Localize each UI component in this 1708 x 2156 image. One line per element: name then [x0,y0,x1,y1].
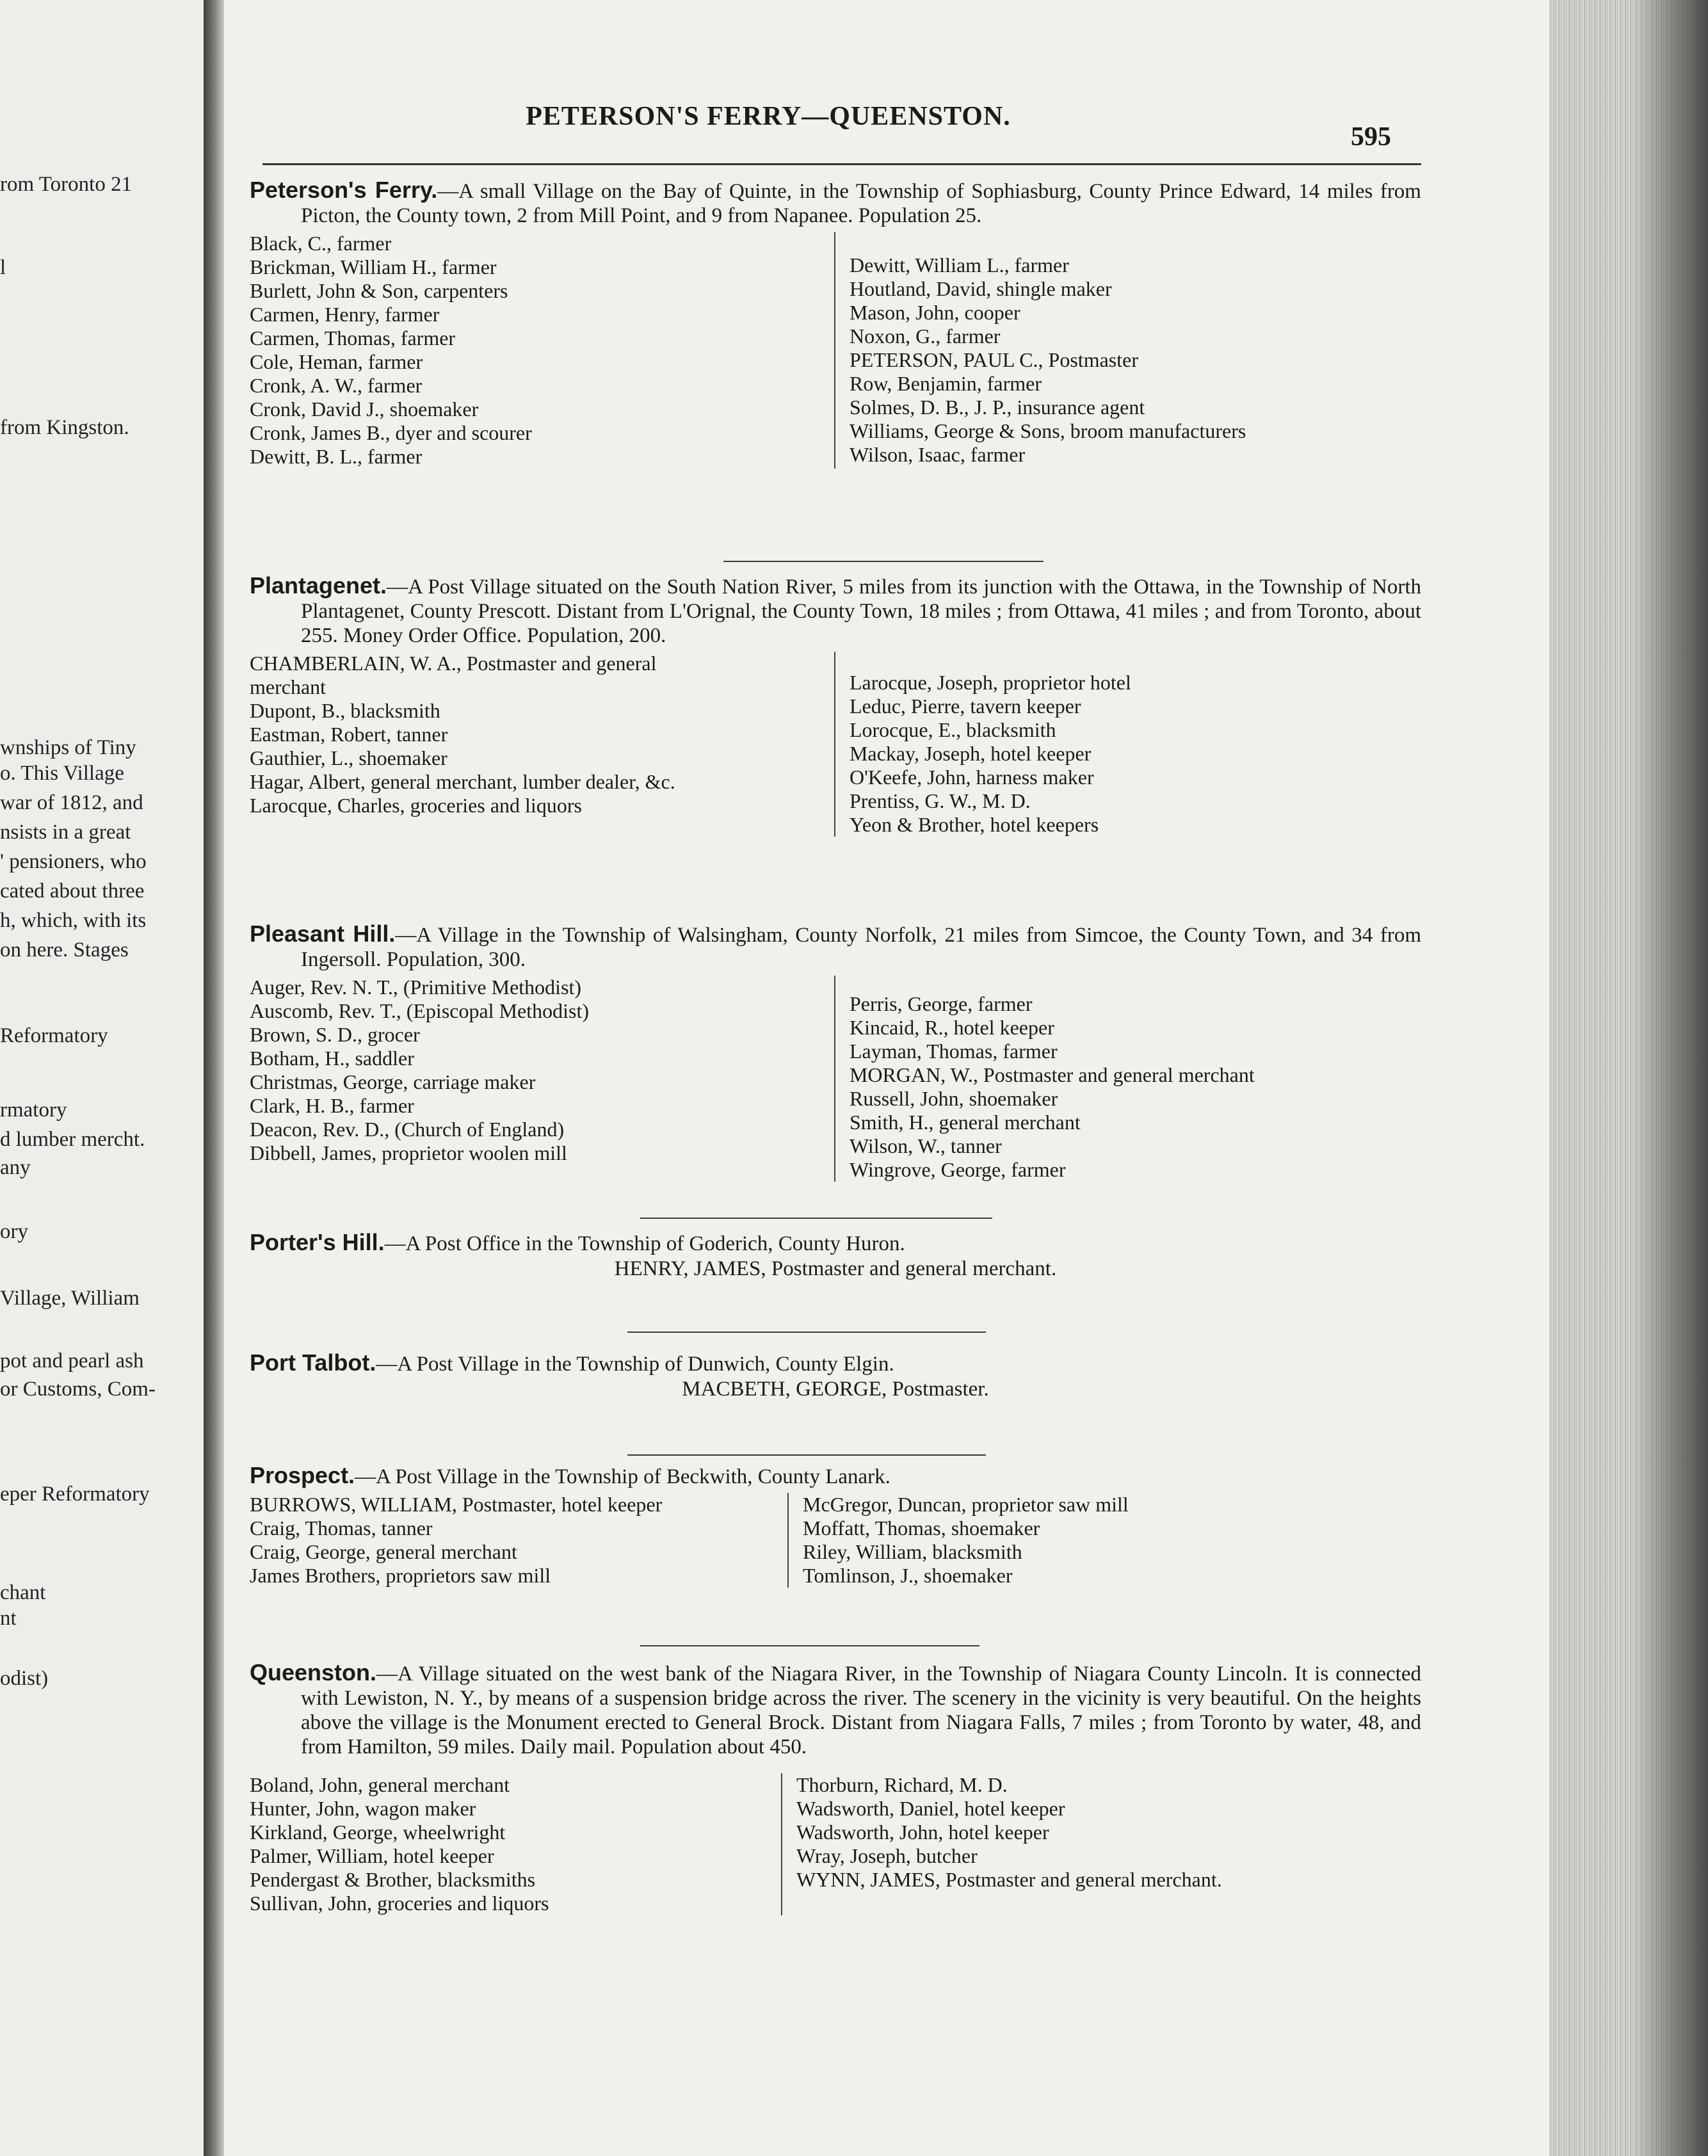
place-description: —A Post Office in the Township of Goderich, County Huron. [384,1232,905,1255]
place-description: —A Post Village in the Township of Beckwith, County Lanark. [355,1465,890,1488]
directory-listing: Smith, H., general merchant [849,1111,1081,1134]
directory-listing: Williams, George & Sons, broom manufacturers [849,419,1246,442]
postmaster-line: MACBETH, GEORGE, Postmaster. [682,1378,989,1401]
entry-plantagenet [250,574,1421,837]
directory-listing: Riley, William, blacksmith [803,1540,1022,1563]
entry-description-paragraph [250,178,1421,228]
place-description: —A Village in the Township of Walsingham, County Norfolk, 21 miles from Simcoe, the County Town, and 34 from Ingersoll. Population, 300. [301,924,1421,971]
directory-listing: MORGAN, W., Postmaster and general merchant [849,1063,1255,1086]
directory-listing: Houtland, David, shingle maker [849,277,1112,300]
place-description: —A small Village on the Bay of Quinte, in the Township of Sophiasburg, County Prince Edward, 14 miles from Picton, the County town, 2 from Mill Point, and 9 from Napanee. Population 25. [301,180,1421,227]
directory-right-column [834,232,1421,469]
directory-listing: Larocque, Joseph, proprietor hotel [849,671,1131,694]
left-page-line: on here. Stages [0,938,129,961]
section-separator [640,1218,992,1219]
place-description: —A Post Village situated on the South Nation River, 5 miles from its junction with the Ottawa, in the Township of North Plantagenet, County Prescott. Distant from L'Orignal, the County Town, 18 miles ; from Ottawa, 41 miles ; and from Toronto, about 255. Money Order Office. Population, 200. [301,575,1421,647]
directory-listing: Solmes, D. B., J. P., insurance agent [849,396,1145,419]
directory-listing: Cole, Heman, farmer [250,350,423,373]
directory-columns [250,976,1421,1182]
directory-right-column [787,1493,1379,1588]
directory-listing: Moffatt, Thomas, shoemaker [803,1516,1040,1540]
directory-listing: Carmen, Thomas, farmer [250,326,456,350]
directory-listing: Gauthier, L., shoemaker [250,746,447,769]
left-page-line: l [0,256,6,279]
place-description: —A Post Village in the Township of Dunwich, County Elgin. [376,1353,894,1376]
directory-listing: Wadsworth, Daniel, hotel keeper [796,1797,1065,1820]
directory-listing: Boland, John, general merchant [250,1773,510,1796]
entry-description-paragraph [250,1351,1421,1376]
place-name: Port Talbot. [250,1349,376,1376]
directory-listing: Deacon, Rev. D., (Church of England) [250,1118,565,1141]
left-page-line: rom Toronto 21 [0,173,133,196]
section-separator [640,1645,979,1646]
directory-listing: Leduc, Pierre, tavern keeper [849,695,1081,718]
place-name: Peterson's Ferry. [250,177,438,203]
directory-listing: Mackay, Joseph, hotel keeper [849,742,1092,765]
directory-listing: PETERSON, PAUL C., Postmaster [849,348,1138,371]
directory-listing: O'Keefe, John, harness maker [849,766,1094,789]
directory-listing: Wilson, W., tanner [849,1134,1002,1157]
left-page-line: cated about three [0,880,145,903]
directory-listing: McGregor, Duncan, proprietor saw mill [803,1493,1129,1516]
directory-listing: Brown, S. D., grocer [250,1023,420,1046]
directory-listing: Yeon & Brother, hotel keepers [849,813,1099,836]
entry-pleasant-hill [250,922,1421,1182]
directory-listing: Dibbell, James, proprietor woolen mill [250,1141,567,1164]
directory-listing: Pendergast & Brother, blacksmiths [250,1868,536,1891]
directory-columns [250,1493,1421,1588]
left-page-line: nsists in a great [0,821,131,844]
directory-listing: Carmen, Henry, farmer [250,303,440,326]
left-page-line: wnships of Tiny [0,736,136,759]
place-name: Queenston. [250,1659,377,1685]
directory-listing: Burlett, John & Son, carpenters [250,279,508,302]
left-page-line: odist) [0,1667,49,1690]
entry-prospect [250,1463,1421,1588]
directory-listing: James Brothers, proprietors saw mill [250,1564,551,1587]
left-page-line: nt [0,1607,17,1630]
directory-listing: Dewitt, William L., farmer [849,253,1069,277]
directory-listing: Noxon, G., farmer [849,325,1001,348]
left-page-line: rmatory [0,1098,67,1122]
entry-description-paragraph [250,574,1421,648]
directory-left-column [250,232,834,469]
directory-listing: Cronk, A. W., farmer [250,374,423,397]
directory-listing: Auscomb, Rev. T., (Episcopal Methodist) [250,999,589,1022]
directory-listing: Kirkland, George, wheelwright [250,1821,506,1844]
directory-right-column [834,652,1421,837]
directory-listing: Wingrove, George, farmer [849,1158,1066,1181]
left-page-line: Village, William [0,1287,140,1310]
entry-description-paragraph [250,1661,1421,1759]
directory-left-column [250,976,834,1182]
directory-listing: Row, Benjamin, farmer [849,372,1042,395]
directory-listing: Christmas, George, carriage maker [250,1070,536,1093]
directory-listing: BURROWS, WILLIAM, Postmaster, hotel keeper [250,1493,663,1516]
directory-listing: merchant [250,675,326,698]
directory-listing: Wadsworth, John, hotel keeper [796,1821,1049,1844]
left-page-line: war of 1812, and [0,791,143,814]
postmaster-line: HENRY, JAMES, Postmaster and general merchant. [614,1257,1057,1280]
directory-listing: Kincaid, R., hotel keeper [849,1016,1054,1039]
directory-listing: Botham, H., saddler [250,1047,414,1070]
place-name: Prospect. [250,1462,355,1488]
directory-listing: Mason, John, cooper [849,301,1020,324]
left-page-line: pot and pearl ash [0,1349,144,1372]
directory-listing: Hagar, Albert, general merchant, lumber dealer, &c. [250,770,675,793]
directory-listing: Brickman, William H., farmer [250,255,497,278]
entry-description-paragraph [250,1230,1421,1256]
place-name: Porter's Hill. [250,1229,385,1255]
entry-description-paragraph [250,1463,1421,1489]
directory-listing: Perris, George, farmer [849,992,1033,1015]
section-separator [627,1331,986,1333]
place-name: Plantagenet. [250,572,387,599]
directory-right-column [834,976,1421,1182]
directory-listing: Prentiss, G. W., M. D. [849,789,1031,812]
header-rule [262,163,1421,165]
entry-port-talbot [250,1351,1421,1402]
left-page-line: from Kingston. [0,416,129,439]
directory-listing: Russell, John, shoemaker [849,1087,1058,1110]
entry-description-paragraph [250,922,1421,972]
directory-listing: Dupont, B., blacksmith [250,699,440,722]
directory-listing: CHAMBERLAIN, W. A., Postmaster and general [250,652,657,675]
directory-listing: Hunter, John, wagon maker [250,1797,476,1820]
directory-listing: Cronk, James B., dyer and scourer [250,421,532,444]
directory-listing: Dewitt, B. L., farmer [250,445,423,468]
book-gutter [204,0,224,2156]
directory-listing: WYNN, JAMES, Postmaster and general merchant. [796,1868,1222,1891]
left-page-line: or Customs, Com- [0,1378,156,1401]
directory-listing: Tomlinson, J., shoemaker [803,1564,1013,1587]
directory-listing: Clark, H. B., farmer [250,1094,414,1117]
directory-listing: Auger, Rev. N. T., (Primitive Methodist) [250,976,582,999]
directory-columns [250,232,1421,469]
left-page-line: any [0,1156,31,1179]
left-page-fragment [0,0,204,2156]
entry-queenston [250,1661,1421,1915]
entry-porters-hill [250,1230,1421,1282]
directory-listing: Cronk, David J., shoemaker [250,398,479,421]
page-number: 595 [1351,122,1391,152]
directory-right-column [781,1773,1373,1915]
section-separator [627,1454,986,1456]
left-page-line: ' pensioners, who [0,850,147,873]
directory-listing: Eastman, Robert, tanner [250,723,448,746]
directory-listing: Palmer, William, hotel keeper [250,1844,494,1867]
left-page-line: ory [0,1220,28,1243]
directory-listing: Larocque, Charles, groceries and liquors [250,794,582,817]
section-separator [723,561,1043,562]
directory-listing: Craig, George, general merchant [250,1540,517,1563]
directory-left-column [250,652,834,837]
directory-listing: Lorocque, E., blacksmith [849,718,1056,741]
entry-petersons-ferry [250,178,1421,469]
page-edges [1549,0,1708,2156]
left-page-line: o. This Village [0,762,124,785]
directory-listing: Sullivan, John, groceries and liquors [250,1892,549,1915]
running-head: PETERSON'S FERRY—QUEENSTON. [526,102,1011,131]
directory-left-column [250,1773,781,1915]
left-page-line: Reformatory [0,1024,108,1047]
left-page-line: d lumber mercht. [0,1128,145,1151]
directory-listing: Wilson, Isaac, farmer [849,443,1026,466]
left-page-line: h, which, with its [0,909,147,932]
left-page-line: eper Reformatory [0,1483,150,1506]
left-page-line: chant [0,1581,46,1604]
directory-columns [250,1773,1421,1915]
directory-listing: Layman, Thomas, farmer [849,1040,1058,1063]
directory-listing: Thorburn, Richard, M. D. [796,1773,1008,1796]
directory-columns [250,652,1421,837]
directory-listing: Black, C., farmer [250,232,392,255]
place-description: —A Village situated on the west bank of the Niagara River, in the Township of Niagara County Lincoln. It is connected with Lewiston, N. Y., by means of a suspension bridge across the river. The scenery in the vicinity is very beautiful. On the heights above the village is the Monument erected to General Brock. Distant from Niagara Falls, 7 miles ; from Toronto by water, 48, and from Hamilton, 59 miles. Daily mail. Population about 450. [301,1662,1421,1758]
directory-listing: Wray, Joseph, butcher [796,1844,978,1867]
place-name: Pleasant Hill. [250,921,396,947]
directory-left-column [250,1493,787,1588]
directory-listing: Craig, Thomas, tanner [250,1516,433,1540]
